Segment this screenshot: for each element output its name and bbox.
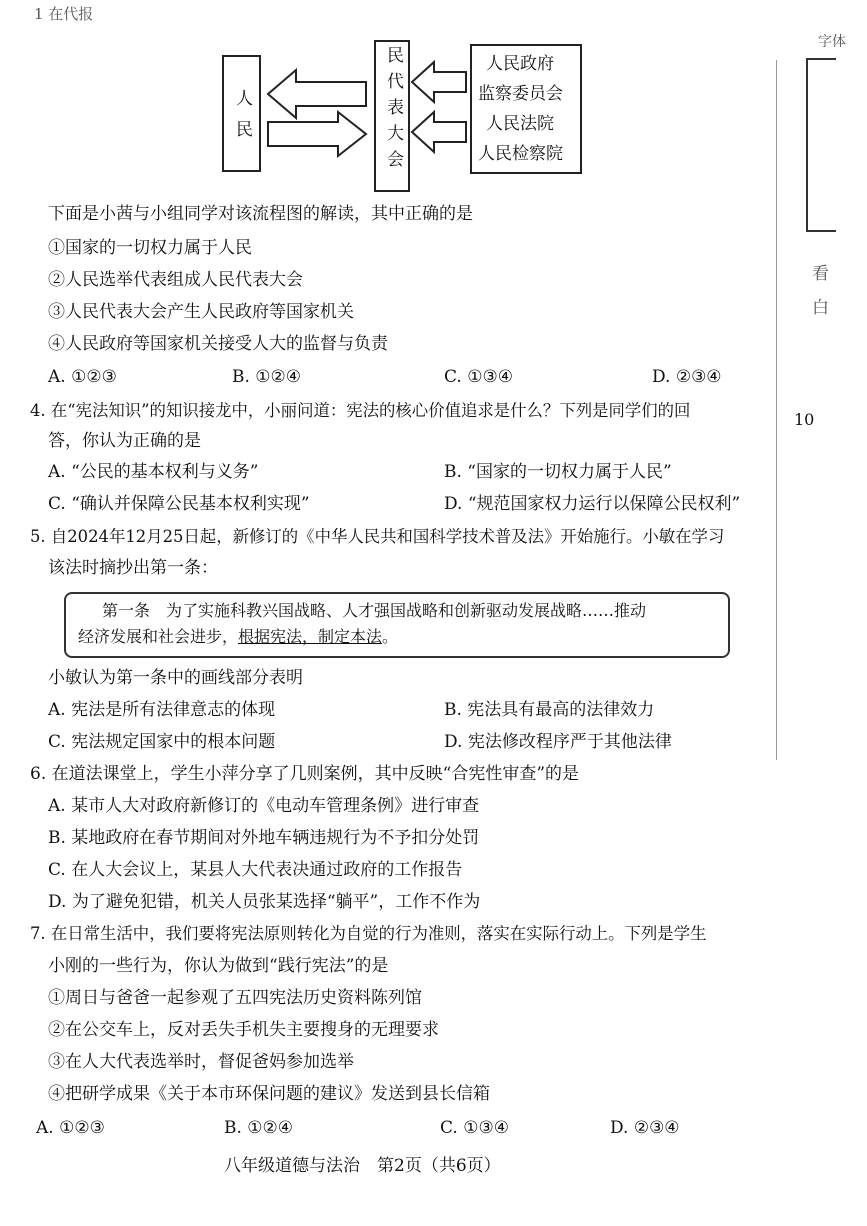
- margin-number: 10: [794, 410, 815, 429]
- arrow-left-icon: [412, 112, 466, 152]
- q7-stem-line1: 7. 在日常生活中，我们要将宪法原则转化为自觉的行为准则，落实在实际行动上。下列是学生: [30, 924, 707, 943]
- people-box: [222, 55, 261, 172]
- q3-item-4: ④人民政府等国家机关接受人大的监督与负责: [48, 334, 388, 354]
- arrow-to-organs: [408, 58, 470, 108]
- double-arrow-right: [262, 108, 372, 168]
- q7-item-4: ④把研学成果《关于本市环保问题的建议》发送到县长信箱: [48, 1084, 490, 1104]
- q6-option-a[interactable]: A. 某市人大对政府新修订的《电动车管理条例》进行审查: [48, 796, 480, 816]
- q3-item-3: ③人民代表大会产生人民政府等国家机关: [48, 302, 354, 322]
- organ-gov: 人民政府: [486, 54, 554, 74]
- people-label: 人民: [232, 89, 252, 151]
- header-fragment: 1 在代报: [34, 5, 94, 23]
- organ-supervision: 监察委员会: [478, 84, 563, 104]
- q7-stem-line2: 小刚的一些行为，你认为做到“践行宪法”的是: [48, 956, 389, 976]
- q5-option-d[interactable]: D. 宪法修改程序严于其他法律: [444, 732, 672, 752]
- q3-item-2: ②人民选举代表组成人民代表大会: [48, 270, 303, 290]
- q4-option-b[interactable]: B. “国家的一切权力属于人民”: [444, 462, 672, 482]
- q3-option-d[interactable]: D. ②③④: [652, 367, 722, 387]
- arrow-from-organs: [408, 108, 470, 158]
- margin-top-word: 字体: [818, 34, 846, 50]
- q7-option-c[interactable]: C. ①③④: [440, 1118, 509, 1138]
- law-article-text: 经济发展和社会进步，: [78, 627, 239, 646]
- law-article-line1: 第一条 为了实施科教兴国战略、人才强国战略和创新驱动发展战略……推动: [102, 601, 647, 620]
- q5-option-a[interactable]: A. 宪法是所有法律意志的体现: [48, 700, 276, 720]
- q6-stem: 6. 在道法课堂上，学生小萍分享了几则案例，其中反映“合宪性审查”的是: [30, 764, 580, 784]
- q3-item-1: ①国家的一切权力属于人民: [48, 238, 252, 258]
- q5-option-b[interactable]: B. 宪法具有最高的法律效力: [444, 700, 655, 720]
- q7-item-2: ②在公交车上，反对丢失手机失主要搜身的无理要求: [48, 1020, 439, 1040]
- q5-question: 小敏认为第一条中的画线部分表明: [48, 668, 303, 688]
- q4-stem-line1: 4. 在“宪法知识”的知识接龙中，小丽问道：宪法的核心价值追求是什么？下列是同学们的回: [30, 401, 691, 420]
- q5-stem-line1: 5. 自2024年12月25日起，新修订的《中华人民共和国科学技术普及法》开始施行。小敏在学习: [30, 527, 725, 546]
- q6-option-b[interactable]: B. 某地政府在春节期间对外地车辆违规行为不予扣分处罚: [48, 828, 480, 848]
- q3-stem: 下面是小茜与小组同学对该流程图的解读，其中正确的是: [48, 204, 473, 224]
- law-article-line2: [78, 625, 398, 649]
- q6-option-d[interactable]: D. 为了避免犯错，机关人员张某选择“躺平”，工作不作为: [48, 892, 481, 912]
- law-article-period: 。: [382, 627, 399, 646]
- q3-option-c[interactable]: C. ①③④: [444, 367, 513, 387]
- q4-option-c[interactable]: C. “确认并保障公民基本权利实现”: [48, 494, 310, 514]
- margin-char-2: 白: [812, 298, 829, 318]
- margin-book-icon: [806, 58, 836, 232]
- q7-option-b[interactable]: B. ①②④: [224, 1118, 294, 1138]
- margin-char-1: 看: [812, 264, 829, 284]
- q5-option-c[interactable]: C. 宪法规定国家中的根本问题: [48, 732, 276, 752]
- q4-option-d[interactable]: D. “规范国家权力运行以保障公民权利”: [444, 494, 741, 514]
- q7-option-d[interactable]: D. ②③④: [610, 1118, 680, 1138]
- page-footer: 八年级道德与法治 第2页（共6页）: [224, 1156, 501, 1176]
- q6-option-c[interactable]: C. 在人大会议上，某县人大代表决通过政府的工作报告: [48, 860, 463, 880]
- q3-option-a[interactable]: A. ①②③: [48, 367, 117, 387]
- congress-label: 民代表大会: [383, 46, 403, 176]
- q3-option-b[interactable]: B. ①②④: [232, 367, 302, 387]
- q4-option-a[interactable]: A. “公民的基本权利与义务”: [48, 462, 259, 482]
- law-article-box: [64, 592, 730, 658]
- organ-procuratorate: 人民检察院: [478, 144, 563, 164]
- q4-stem-line2: 答，你认为正确的是: [48, 431, 201, 451]
- congress-box: [374, 40, 410, 192]
- q7-item-1: ①周日与爸爸一起参观了五四宪法历史资料陈列馆: [48, 988, 422, 1008]
- law-article-underlined: 根据宪法，制定本法: [238, 627, 383, 646]
- state-organs-box: [470, 44, 582, 174]
- margin-divider: [776, 60, 777, 760]
- arrow-left-icon: [412, 62, 466, 102]
- arrow-right-icon: [268, 112, 366, 156]
- q7-option-a[interactable]: A. ①②③: [36, 1118, 105, 1138]
- organ-court: 人民法院: [486, 114, 554, 134]
- q7-item-3: ③在人大代表选举时，督促爸妈参加选举: [48, 1052, 354, 1072]
- q5-stem-line2: 该法时摘抄出第一条：: [48, 558, 218, 578]
